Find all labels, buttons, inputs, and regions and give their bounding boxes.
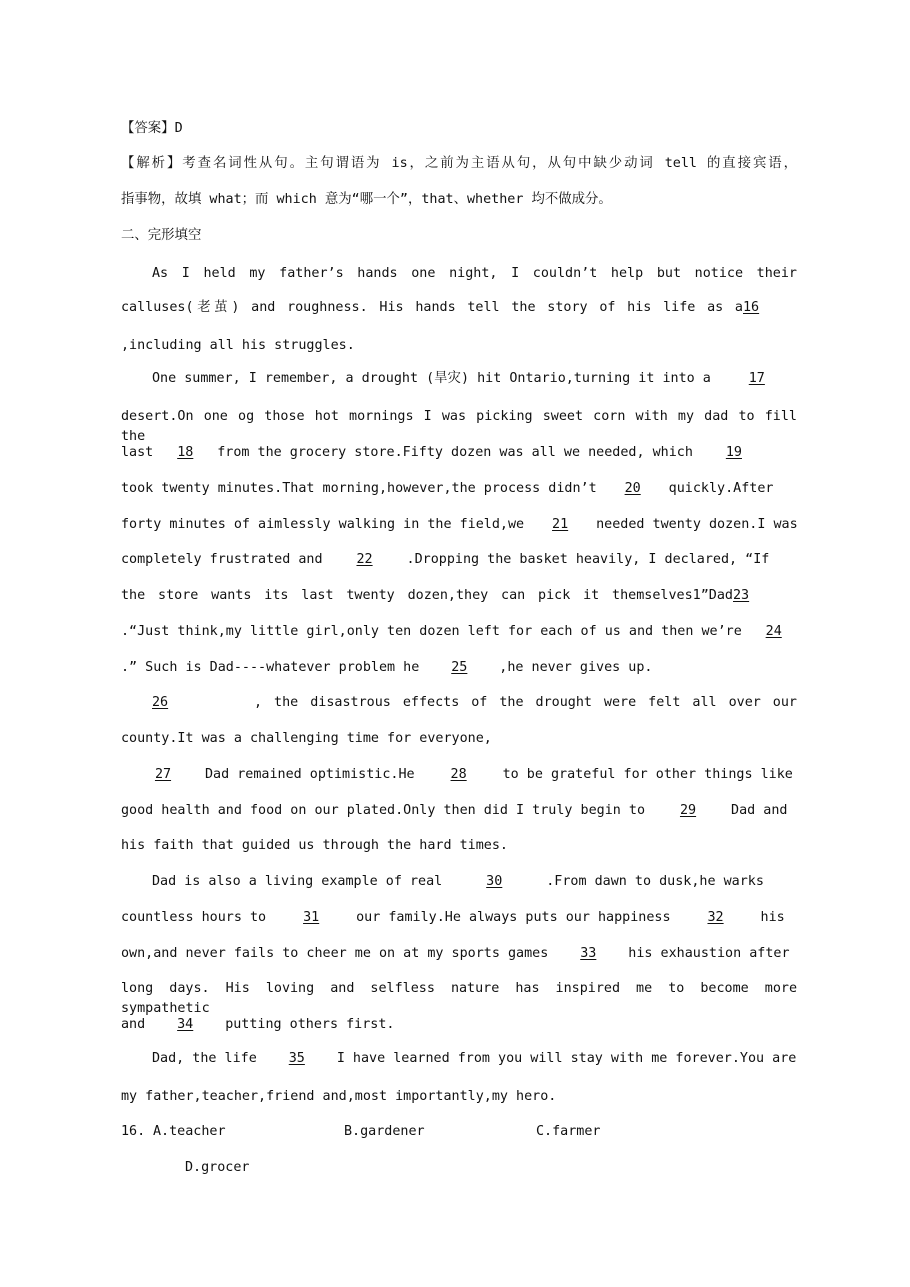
blank-23[interactable]: 23 [733, 588, 750, 603]
question-16 [121, 1122, 797, 1142]
blank-25[interactable]: 25 [451, 660, 468, 675]
passage-line: his faith that guided us through the hard times. [121, 838, 508, 853]
analysis-label: 【解析】 [121, 156, 183, 171]
passage-line: .“Just think,my little girl,only ten dozen left for each of us and then we’re 24 [121, 622, 797, 642]
blank-32[interactable]: 32 [707, 910, 724, 925]
passage-line: own,and never fails to cheer me on at my sports games 33 his exhaustion after [121, 944, 797, 964]
blank-30[interactable]: 30 [486, 874, 503, 889]
passage-line: 27 Dad remained optimistic.He 28 to be grateful for other things like [121, 765, 797, 785]
passage-line: 26 , the disastrous effects of the drought were felt all over our [152, 693, 797, 713]
passage-line: .” Such is Dad----whatever problem he 25 ,he never gives up. [121, 658, 797, 678]
question-number: 16. [121, 1124, 146, 1139]
passage-line: last 18 from the grocery store.Fifty dozen was all we needed, which 19 [121, 443, 797, 463]
blank-34[interactable]: 34 [177, 1017, 194, 1032]
blank-35[interactable]: 35 [288, 1051, 305, 1066]
blank-31[interactable]: 31 [303, 910, 320, 925]
passage-line: desert.On one og those hot mornings I was picking sweet corn with my dad to fill the [121, 409, 797, 444]
analysis-line-2: 指事物，故填 what；而 which 意为“哪一个”，that、whether 均不做成分。 [121, 192, 612, 207]
passage-line: Dad, the life 35 I have learned from you will stay with me forever.You are [152, 1049, 797, 1069]
blank-27[interactable]: 27 [154, 767, 172, 782]
answer-label: 【答案】 [121, 121, 175, 136]
option-b[interactable]: B.gardener [344, 1124, 425, 1139]
blank-19[interactable]: 19 [725, 445, 742, 460]
blank-22[interactable]: 22 [356, 552, 373, 567]
passage-line: and 34 putting others first. [121, 1015, 797, 1035]
blank-17[interactable]: 17 [748, 371, 765, 386]
blank-18[interactable]: 18 [177, 445, 194, 460]
passage-line: As I held my father’s hands one night, I couldn’t help but notice their [152, 266, 797, 281]
answer-value: D [174, 121, 183, 136]
passage-line: my father,teacher,friend and,most importantly,my hero. [121, 1089, 557, 1104]
passage-line: the store wants its last twenty dozen,they can pick it themselves1”Dad23 [121, 586, 797, 606]
passage-line: good health and food on our plated.Only then did I truly begin to 29 Dad and [121, 801, 797, 821]
section-title: 二、完形填空 [121, 228, 202, 243]
passage-line: took twenty minutes.That morning,however,the process didn’t 20 quickly.After [121, 479, 797, 499]
option-c[interactable]: C.farmer [536, 1124, 601, 1139]
blank-16[interactable]: 16 [743, 300, 760, 315]
option-d[interactable]: D.grocer [185, 1160, 250, 1175]
passage-line: county.It was a challenging time for everyone, [121, 731, 492, 746]
passage-line: calluses(老茧) and roughness. His hands tell the story of his life as a16 [121, 298, 797, 318]
blank-26[interactable]: 26 [152, 695, 169, 710]
analysis-line-1: 【解析】考查名词性从句。主句谓语为 is，之前为主语从句，从句中缺少动词 tell 的直接宾语， [121, 156, 797, 171]
blank-24[interactable]: 24 [765, 624, 782, 639]
passage-line: completely frustrated and 22 .Dropping the basket heavily, I declared, “If [121, 550, 797, 570]
passage-line: long days. His loving and selfless nature has inspired me to become more sympathetic [121, 981, 797, 1016]
option-a[interactable]: A.teacher [153, 1124, 226, 1139]
blank-28[interactable]: 28 [450, 767, 467, 782]
blank-20[interactable]: 20 [624, 481, 641, 496]
blank-21[interactable]: 21 [552, 517, 569, 532]
passage-line: countless hours to 31 our family.He always puts our happiness 32 his [121, 908, 797, 928]
answer-line [121, 119, 797, 139]
passage-line: ,including all his struggles. [121, 338, 355, 353]
blank-33[interactable]: 33 [580, 946, 597, 961]
passage-line: Dad is also a living example of real 30 .From dawn to dusk,he warks [152, 872, 797, 892]
passage-line: forty minutes of aimlessly walking in the field,we 21 needed twenty dozen.I was [121, 515, 797, 535]
blank-29[interactable]: 29 [679, 803, 697, 818]
passage-line: One summer, I remember, a drought (旱灾) hit Ontario,turning it into a 17 [152, 369, 797, 389]
